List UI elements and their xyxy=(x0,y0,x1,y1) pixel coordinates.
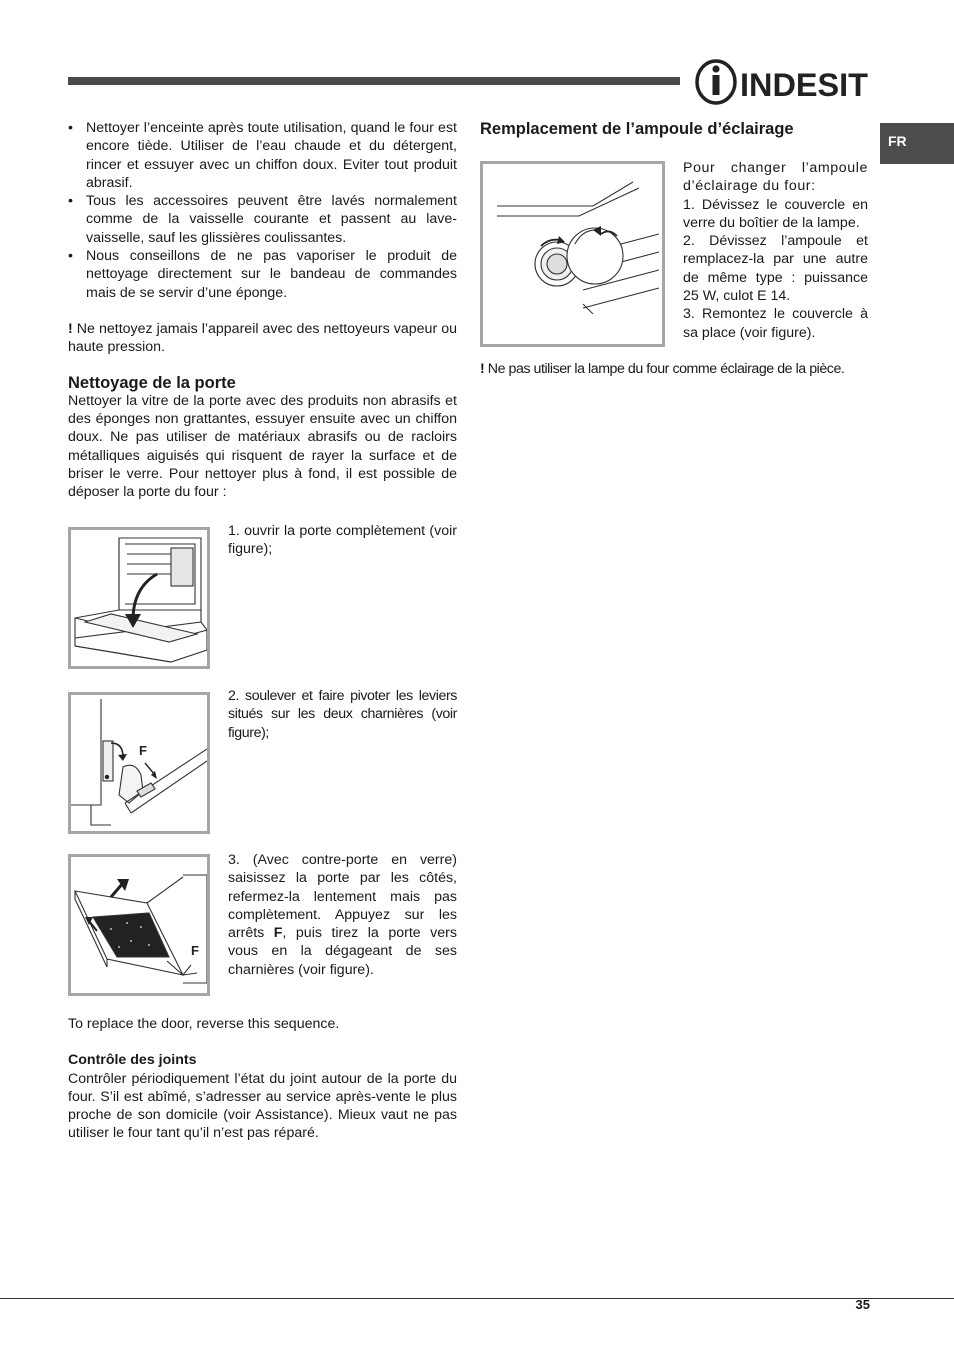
warning-mark: ! xyxy=(68,320,73,337)
list-item: • Tous les accessoires peuvent être lavés normalement comme de la vaisselle courante et passent au lave-vaisselle, sauf les glissières coulissantes. xyxy=(68,192,457,247)
cleaning-intro xyxy=(68,119,457,502)
step-3-part-b: , puis tirez la porte vers vous en la dégageant de ses charnières (voir figure). xyxy=(228,925,457,978)
oven-open-door-illustration xyxy=(71,530,207,666)
lamp-intro: Pour changer l’ampoule d’éclairage du four: xyxy=(683,160,868,195)
list-item: • Nous conseillons de ne pas vaporiser le produit de nettoyage directement sur le bandeau de commandes mais de se servir d’une éponge. xyxy=(68,247,457,302)
step-2-text: 2. soulever et faire pivoter les leviers situés sur les deux charnières (voir figure); xyxy=(228,688,457,741)
warning-steam xyxy=(68,320,457,357)
seal-check-text: Contrôler périodiquement l’état du joint autour de la porte du four. S’il est abîmé, s’adresser au service après-vente le plus proche de son domicile (voir Assistance). Mieux vaut ne pas utiliser le four tant qu’il n’est pas réparé. xyxy=(68,1070,457,1142)
lamp-replacement-title: Remplacement de l’ampoule d’éclairage xyxy=(480,120,794,138)
oven-lamp-illustration xyxy=(483,164,662,344)
lamp-step-1: 1. Dévissez le couvercle en verre du boîtier de la lampe. xyxy=(683,196,868,231)
cleaning-bullets xyxy=(68,119,457,302)
door-cleaning-title: Nettoyage de la porte xyxy=(68,373,236,392)
lamp-step-3: 3. Remontez le couvercle à sa place (voir figure). xyxy=(683,306,868,341)
step-3-part-a: 3. (Avec contre-porte en verre) saisissez la porte par les côtés, refermez-la lentement mais pas complètement. Appuyez sur les arrêts xyxy=(228,852,457,942)
warning-mark: ! xyxy=(480,361,485,377)
hinge-lever-illustration xyxy=(71,695,207,831)
figure-remove-door xyxy=(68,854,210,996)
footer-rule xyxy=(0,1298,954,1299)
lamp-steps xyxy=(683,159,868,342)
door-replace-section xyxy=(68,1015,457,1143)
seal-check-title: Contrôle des joints xyxy=(68,1052,197,1069)
language-tab: FR xyxy=(880,123,954,164)
figure-hinge-lever xyxy=(68,692,210,834)
replace-door-note: To replace the door, reverse this sequence. xyxy=(68,1016,340,1032)
step-1-text: 1. ouvrir la porte complètement (voir figure); xyxy=(228,523,457,558)
door-cleaning-text: Nettoyer la vitre de la porte avec des produits non abrasifs et des éponges non grattantes, essuyer ensuite avec un chiffon doux. Ne pas utiliser de matériaux abrasifs ou de racloirs métalliques aiguisés qui risquent de rayer la surface et de briser le verre. Pour nettoyer plus à fond, il est possible de déposer la porte du four : xyxy=(68,392,457,501)
figure-lamp xyxy=(480,161,665,347)
warning-text: Ne pas utiliser la lampe du four comme éclairage de la pièce. xyxy=(487,361,845,377)
lamp-step-2: 2. Dévissez l’ampoule et remplacez-la par une autre de même type : puissance 25 W, culot E 14. xyxy=(683,233,868,305)
header-rule xyxy=(68,77,680,85)
indesit-logo xyxy=(692,58,870,106)
stop-label-f: F xyxy=(191,943,199,958)
warning-lamp xyxy=(480,360,868,378)
figure-open-door xyxy=(68,527,210,669)
brand-wordmark: INDESIT xyxy=(740,67,869,103)
warning-text: Ne nettoyez jamais l’appareil avec des nettoyeurs vapeur ou haute pression. xyxy=(68,320,457,356)
hinge-label-f: F xyxy=(139,743,147,758)
step-3-text xyxy=(228,851,457,979)
remove-door-illustration xyxy=(71,857,207,993)
step-3-stop-letter: F xyxy=(273,925,283,942)
page-number: 35 xyxy=(855,1297,870,1312)
list-item: • Nettoyer l’enceinte après toute utilisation, quand le four est encore tiède. Utiliser de l’eau chaude et du détergent, rincer et essuyer avec un chiffon doux. Eviter tout produit abrasif. xyxy=(68,119,457,192)
